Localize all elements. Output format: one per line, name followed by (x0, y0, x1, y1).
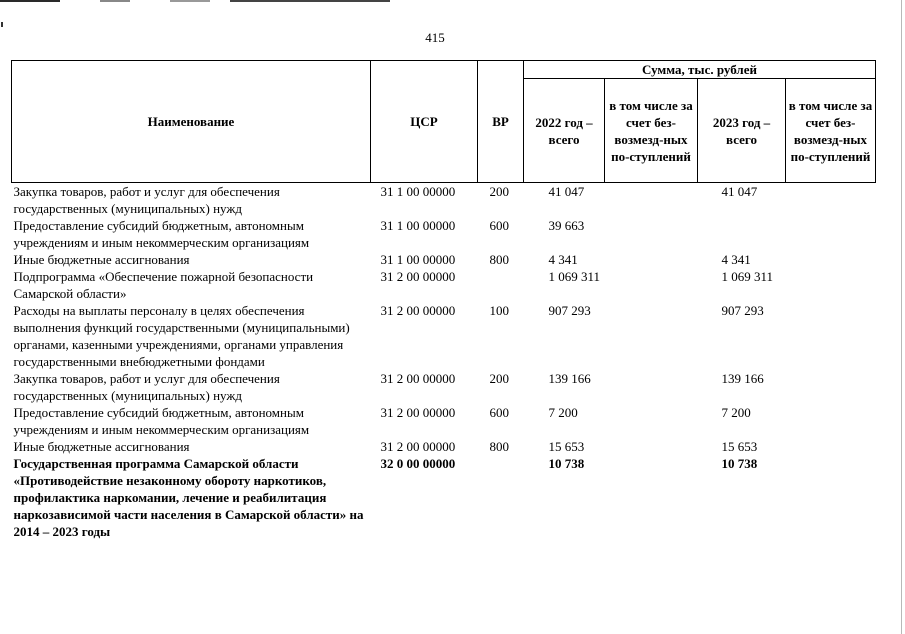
cell-2023-free (786, 370, 876, 404)
cell-2022-total: 39 663 (548, 218, 585, 233)
cell-2022-free (605, 251, 698, 268)
table-row (12, 183, 876, 218)
cell-2023-total: 4 341 (721, 252, 751, 267)
cell-vr: 800 (489, 252, 509, 267)
cell-2023-total: 139 166 (721, 371, 764, 386)
cell-name: Закупка товаров, работ и услуг для обеспечения государственных (муниципальных) нужд (13, 371, 280, 403)
cell-vr (478, 455, 524, 540)
cell-vr: 600 (489, 405, 509, 420)
cell-csr: 31 2 00 00000 (380, 303, 456, 318)
cell-2023-total: 907 293 (721, 303, 764, 318)
page-number: 415 (425, 30, 445, 45)
cell-2023-free (786, 217, 876, 251)
cell-vr: 800 (489, 439, 509, 454)
cell-2023-total: 10 738 (721, 456, 758, 471)
cell-2022-free (605, 438, 698, 455)
cell-csr: 32 0 00 00000 (380, 456, 456, 471)
cell-csr: 31 2 00 00000 (380, 439, 456, 454)
cell-2022-total: 15 653 (548, 439, 585, 454)
cell-2022-free (605, 455, 698, 540)
cell-2022-free (605, 183, 698, 218)
table-row (12, 217, 876, 251)
cell-2022-total: 139 166 (548, 371, 591, 386)
cell-2023-free (786, 268, 876, 302)
col-header-sum-group: Сумма, тыс. рублей (524, 61, 876, 79)
table-row (12, 404, 876, 438)
cell-2022-total: 1 069 311 (548, 269, 601, 284)
cell-2022-free (605, 404, 698, 438)
col-header-2023-free: в том числе за счет без-возмезд-ных по-ступлений (786, 79, 876, 183)
scan-top-edge (0, 0, 905, 2)
cell-vr (478, 268, 524, 302)
cell-csr: 31 2 00 00000 (380, 371, 456, 386)
cell-csr: 31 2 00 00000 (380, 269, 456, 284)
cell-vr: 100 (489, 303, 509, 318)
scan-right-edge (901, 0, 902, 634)
cell-name: Закупка товаров, работ и услуг для обеспечения государственных (муниципальных) нужд (13, 184, 280, 216)
cell-2023-free (786, 404, 876, 438)
cell-name: Подпрограмма «Обеспечение пожарной безопасности Самарской области» (13, 269, 314, 301)
cell-csr: 31 1 00 00000 (380, 184, 456, 199)
cell-2022-total: 10 738 (548, 456, 585, 471)
col-header-name: Наименование (12, 61, 371, 183)
table-row (12, 251, 876, 268)
scan-mark (1, 22, 3, 27)
table-row (12, 438, 876, 455)
col-header-2022-free: в том числе за счет без-возмезд-ных по-ступлений (605, 79, 698, 183)
cell-csr: 31 2 00 00000 (380, 405, 456, 420)
cell-2022-free (605, 217, 698, 251)
cell-2022-total: 41 047 (548, 184, 585, 199)
table-body (12, 183, 876, 541)
table-row (12, 302, 876, 370)
cell-2023-total: 1 069 311 (721, 269, 774, 284)
cell-csr: 31 1 00 00000 (380, 252, 456, 267)
table-row (12, 268, 876, 302)
cell-name: Предоставление субсидий бюджетным, автономным учреждениям и иным некоммерческим организациям (13, 405, 310, 437)
cell-csr: 31 1 00 00000 (380, 218, 456, 233)
cell-vr: 600 (489, 218, 509, 233)
cell-vr: 200 (489, 371, 509, 386)
cell-2023-free (786, 302, 876, 370)
cell-2022-free (605, 302, 698, 370)
cell-name: Расходы на выплаты персоналу в целях обеспечения выполнения функций государственными (муниципальными) органами, казенными учреждениями, органами управления государственными внебюджетными фондами (13, 303, 350, 369)
col-header-csr: ЦСР (371, 61, 478, 183)
cell-2023-total (698, 217, 786, 251)
col-header-vr: ВР (478, 61, 524, 183)
cell-2022-free (605, 370, 698, 404)
cell-name: Иные бюджетные ассигнования (13, 252, 190, 267)
col-header-2022-total: 2022 год – всего (524, 79, 605, 183)
cell-2022-total: 7 200 (548, 405, 578, 420)
cell-2023-total: 41 047 (721, 184, 758, 199)
cell-2023-free (786, 183, 876, 218)
cell-2023-total: 7 200 (721, 405, 751, 420)
budget-table (11, 60, 876, 540)
cell-2022-total: 4 341 (548, 252, 578, 267)
cell-2023-free (786, 251, 876, 268)
table-header (12, 61, 876, 183)
cell-name: Государственная программа Самарской области «Противодействие незаконному обороту наркотиков, профилактика наркомании, лечение и реабилитация наркозависимой части населения в Самарской области» на 2014 – 2023 годы (13, 456, 364, 539)
col-header-2023-total: 2023 год – всего (698, 79, 786, 183)
cell-2023-free (786, 438, 876, 455)
cell-name: Предоставление субсидий бюджетным, автономным учреждениям и иным некоммерческим организациям (13, 218, 310, 250)
cell-name: Иные бюджетные ассигнования (13, 439, 190, 454)
cell-vr: 200 (489, 184, 509, 199)
cell-2022-total: 907 293 (548, 303, 591, 318)
table-row (12, 370, 876, 404)
cell-2023-total: 15 653 (721, 439, 758, 454)
table-row (12, 455, 876, 540)
cell-2022-free (605, 268, 698, 302)
cell-2023-free (786, 455, 876, 540)
